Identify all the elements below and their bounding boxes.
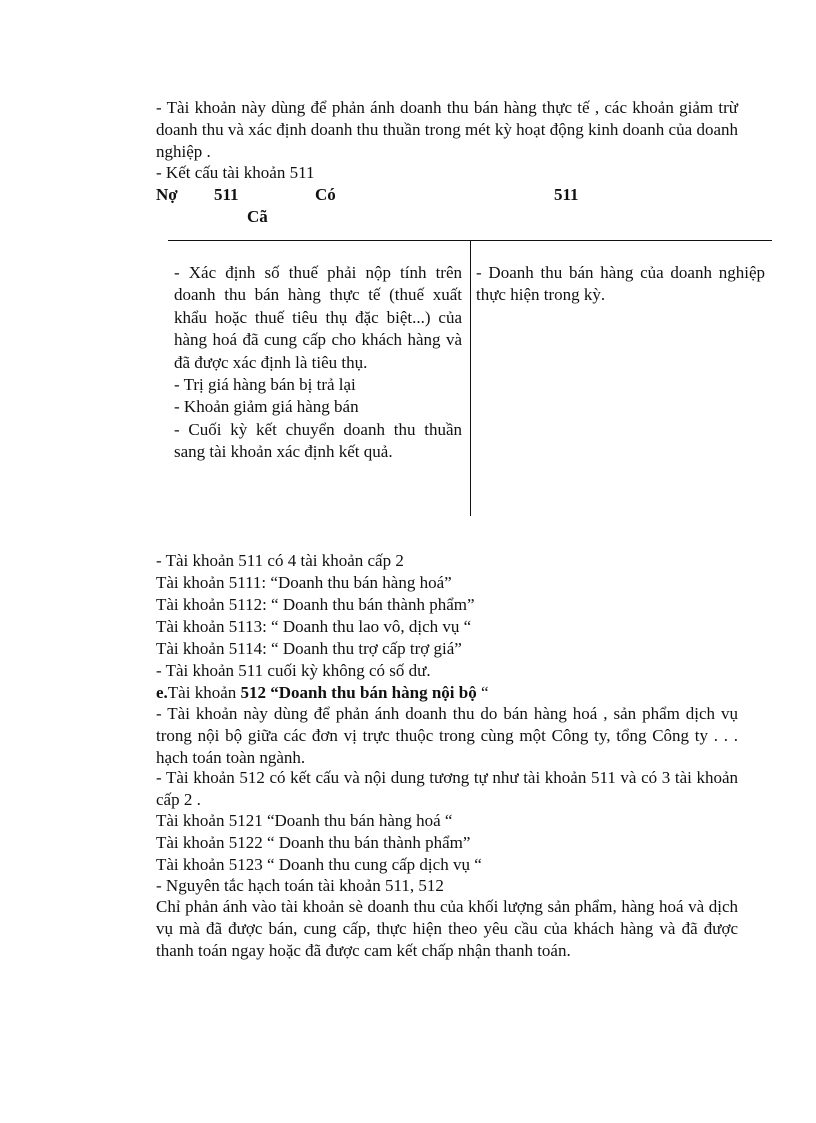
header-subtext: Cã bbox=[247, 207, 268, 226]
debit-column bbox=[174, 262, 462, 464]
debit-item: - Xác định số thuế phải nộp tính trên doanh thu bán hàng thực tế (thuế xuất khẩu hoặc thuế tiêu thụ đặc biệt...) của hàng hoá đã cung cấp cho khách hàng và đã được xác định là tiêu thụ. bbox=[174, 263, 462, 372]
t-account-vertical-rule bbox=[470, 241, 471, 516]
section-512-paragraph-2: - Tài khoản 512 có kết cấu và nội dung tương tự như tài khoản 511 và có 3 tài khoản cấp 2 . bbox=[156, 768, 738, 809]
account-number-left: 511 bbox=[214, 185, 239, 204]
credit-item: - Doanh thu bán hàng của doanh nghiệp thực hiện trong kỳ. bbox=[476, 263, 765, 305]
section-prefix: e. bbox=[156, 683, 168, 702]
structure-heading: - Kết cấu tài khoản 511 bbox=[156, 163, 315, 182]
section-suffix: “ bbox=[476, 683, 489, 702]
closing-paragraph: Chỉ phản ánh vào tài khoản sè doanh thu của khối lượng sản phẩm, hàng hoá và dịch vụ mà đã được bán, cung cấp, thực hiện theo yêu cầu của khách hàng và đã được thanh toán ngay hoặc đã được cam kết chấp nhận thanh toán. bbox=[156, 897, 738, 960]
no-balance-note: - Tài khoản 511 cuối kỳ không có số dư. bbox=[156, 661, 431, 680]
sub-account-item: Tài khoản 5123 “ Doanh thu cung cấp dịch vụ “ bbox=[156, 855, 482, 874]
section-label: Tài khoản bbox=[167, 683, 241, 702]
debit-item: - Cuối kỳ kết chuyển doanh thu thuần sang tài khoản xác định kết quả. bbox=[174, 419, 462, 462]
sub-account-item: Tài khoản 5112: “ Doanh thu bán thành phẩm” bbox=[156, 595, 475, 614]
account-number-right: 511 bbox=[554, 185, 579, 204]
sub-account-item: Tài khoản 5122 “ Doanh thu bán thành phẩm” bbox=[156, 833, 471, 852]
section-512-paragraph-1: - Tài khoản này dùng để phản ánh doanh thu do bán hàng hoá , sản phẩm dịch vụ trong nội bộ giữa các đơn vị trực thuộc trong cùng một Công ty, tổng Công ty . . . hạch toán toàn ngành. bbox=[156, 704, 738, 767]
debit-label: Nợ bbox=[156, 185, 178, 204]
sub-account-item: Tài khoản 5111: “Doanh thu bán hàng hoá” bbox=[156, 573, 452, 592]
sub-account-item: Tài khoản 5114: “ Doanh thu trợ cấp trợ giá” bbox=[156, 639, 462, 658]
debit-item: - Trị giá hàng bán bị trả lại bbox=[174, 375, 356, 395]
sub-accounts-intro: - Tài khoản 511 có 4 tài khoản cấp 2 bbox=[156, 551, 404, 570]
sub-account-item: Tài khoản 5113: “ Doanh thu lao vô, dịch vụ “ bbox=[156, 617, 472, 636]
section-number: 512 bbox=[240, 683, 266, 702]
credit-label: Có bbox=[315, 185, 336, 204]
intro-paragraph: - Tài khoản này dùng để phản ánh doanh thu bán hàng thực tế , các khoản giảm trừ doanh thu và xác định doanh thu thuần trong mét kỳ hoạt động kinh doanh của doanh nghiệp . bbox=[156, 98, 738, 161]
section-e-heading bbox=[156, 682, 489, 704]
principle-heading: - Nguyên tắc hạch toán tài khoản 511, 512 bbox=[156, 876, 444, 895]
sub-account-item: Tài khoản 5121 “Doanh thu bán hàng hoá “ bbox=[156, 811, 453, 830]
section-title: “Doanh thu bán hàng nội bộ bbox=[270, 683, 477, 702]
debit-item: - Khoản giảm giá hàng bán bbox=[174, 397, 359, 417]
credit-column bbox=[476, 262, 765, 307]
